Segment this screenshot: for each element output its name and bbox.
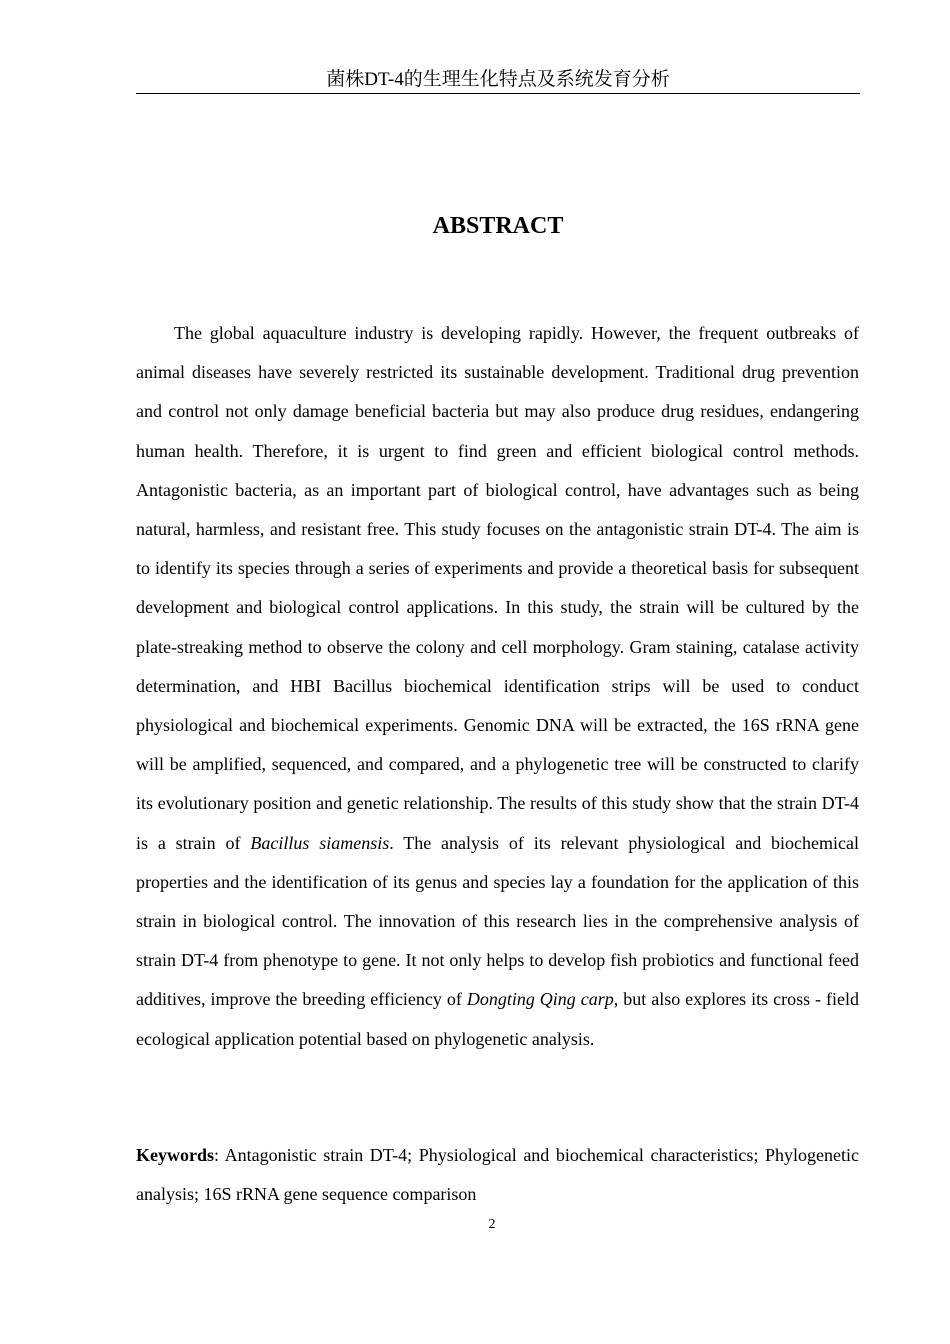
header-rule	[136, 93, 860, 94]
running-header: 菌株DT-4的生理生化特点及系统发育分析	[326, 69, 670, 90]
keywords-text: Antagonistic strain DT-4; Physiological and biochemical characteristics; Phylogenetic analysis; 16S rRNA gene sequence comparison	[136, 1145, 859, 1205]
abstract-paragraph	[136, 314, 859, 1059]
abstract-text-part-1: The global aquaculture industry is developing rapidly. However, the frequent outbreaks of animal diseases have severely restricted its sustainable development. Traditional drug prevention and control not only damage beneficial bacteria but may also produce drug residues, endangering human health. Therefore, it is urgent to find green and efficient biological control methods. Antagonistic bacteria, as an important part of biological control, have advantages such as being natural, harmless, and resistant free. This study focuses on the antagonistic strain DT-4. The aim is to identify its species through a series of experiments and provide a theoretical basis for subsequent development and biological control applications. In this study, the strain will be cultured by the plate-streaking method to observe the colony and cell morphology. Gram staining, catalase activity determination, and HBI Bacillus biochemical identification strips will be used to conduct physiological and biochemical experiments. Genomic DNA will be extracted, the 16S rRNA gene will be amplified, sequenced, and compared, and a phylogenetic tree will be constructed to clarify its evolutionary position and genetic relationship. The results of this study show that the strain DT-4 is a strain of	[136, 323, 859, 853]
abstract-text-part-2: . The analysis of its relevant physiological and biochemical properties and the identification of its genus and species lay a foundation for the application of this strain in biological control. The innovation of this research lies in the comprehensive analysis of strain DT-4 from phenotype to gene. It not only helps to develop fish probiotics and functional feed additives, improve the breeding efficiency of	[136, 832, 859, 1010]
page-number: 2	[488, 1217, 496, 1232]
species-name: Bacillus siamensis	[250, 832, 390, 853]
keywords-separator: :	[214, 1145, 220, 1165]
keywords-label: Keywords	[136, 1145, 214, 1165]
abstract-title: ABSTRACT	[432, 213, 564, 239]
keywords-line	[136, 1136, 859, 1214]
fish-name: Dongting Qing carp	[466, 989, 614, 1010]
abstract-text-part-3: , but also explores its cross - field ecological application potential based on phylogenetic analysis.	[136, 989, 859, 1049]
